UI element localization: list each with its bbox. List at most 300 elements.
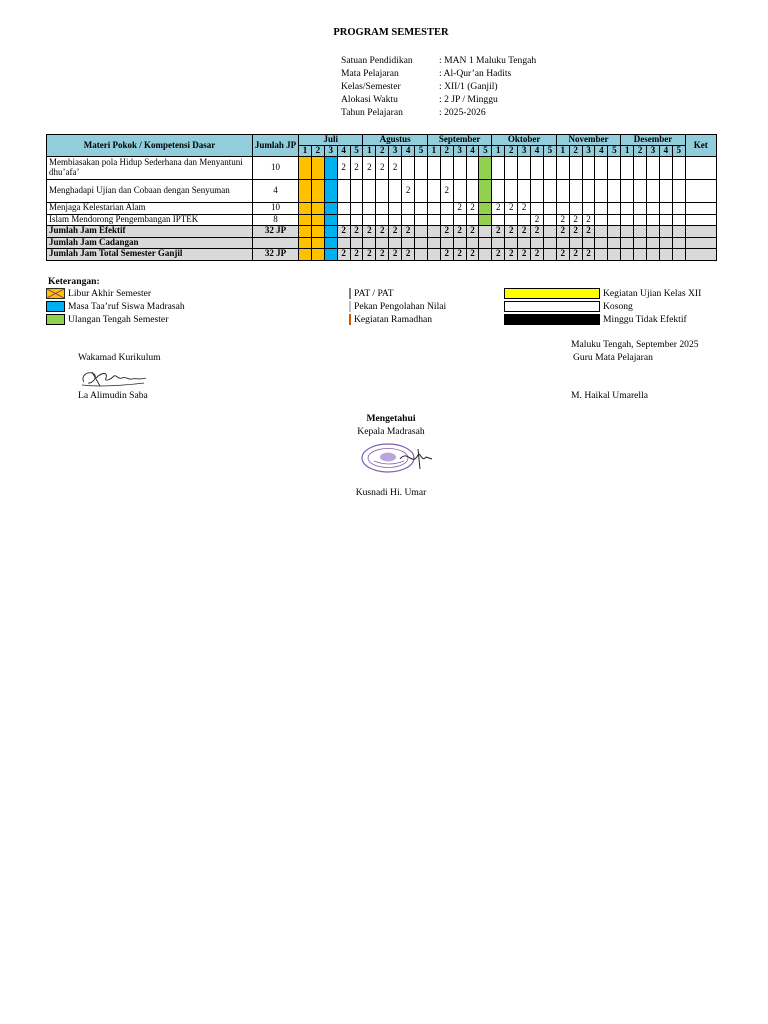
legend-item-uts bbox=[46, 314, 168, 325]
week-cell bbox=[621, 203, 634, 215]
week-cell bbox=[324, 157, 337, 180]
week-cell bbox=[595, 180, 608, 203]
header-week: 2 bbox=[311, 146, 324, 157]
info-label: Tahun Pelajaran bbox=[341, 107, 403, 118]
week-cell bbox=[466, 157, 479, 180]
week-cell: 2 bbox=[518, 249, 531, 261]
header-week: 5 bbox=[415, 146, 428, 157]
row-ket bbox=[685, 214, 716, 226]
week-cell: 2 bbox=[505, 249, 518, 261]
week-cell bbox=[479, 214, 492, 226]
table-row bbox=[47, 180, 717, 203]
week-cell bbox=[299, 214, 312, 226]
week-cell bbox=[415, 249, 428, 261]
week-cell bbox=[299, 237, 312, 249]
legend-item-tidak-efektif bbox=[504, 314, 687, 325]
center-name: Kusnadi Hi. Umar bbox=[355, 487, 427, 498]
week-cell bbox=[595, 214, 608, 226]
week-cell bbox=[543, 203, 556, 215]
header-week: 5 bbox=[479, 146, 492, 157]
week-cell bbox=[324, 203, 337, 215]
week-cell bbox=[337, 214, 350, 226]
week-cell bbox=[543, 237, 556, 249]
week-cell: 2 bbox=[505, 226, 518, 238]
week-cell bbox=[415, 157, 428, 180]
week-cell bbox=[350, 203, 363, 215]
week-cell bbox=[621, 180, 634, 203]
grey-swatch bbox=[349, 288, 351, 299]
week-cell bbox=[427, 214, 440, 226]
week-cell bbox=[659, 226, 672, 238]
week-cell bbox=[492, 214, 505, 226]
week-cell: 2 bbox=[453, 226, 466, 238]
week-cell bbox=[647, 226, 660, 238]
week-cell bbox=[492, 180, 505, 203]
week-cell bbox=[337, 237, 350, 249]
header-month: September bbox=[427, 135, 491, 146]
week-cell bbox=[659, 214, 672, 226]
week-cell: 2 bbox=[350, 249, 363, 261]
week-cell bbox=[582, 180, 595, 203]
week-cell: 2 bbox=[569, 214, 582, 226]
week-cell bbox=[324, 249, 337, 261]
week-cell bbox=[556, 180, 569, 203]
week-cell bbox=[634, 226, 647, 238]
row-jp bbox=[253, 237, 299, 249]
week-cell bbox=[505, 237, 518, 249]
week-cell bbox=[621, 249, 634, 261]
week-cell bbox=[427, 249, 440, 261]
legend-label: Kegiatan Ramadhan bbox=[354, 314, 433, 325]
week-cell bbox=[659, 203, 672, 215]
info-row bbox=[341, 93, 536, 106]
header-week: 4 bbox=[337, 146, 350, 157]
week-cell bbox=[518, 157, 531, 180]
week-cell bbox=[389, 203, 402, 215]
table-row bbox=[47, 249, 717, 261]
week-cell: 2 bbox=[453, 249, 466, 261]
week-cell bbox=[556, 203, 569, 215]
week-cell bbox=[299, 203, 312, 215]
week-cell bbox=[621, 214, 634, 226]
week-cell bbox=[634, 237, 647, 249]
week-cell bbox=[595, 157, 608, 180]
week-cell bbox=[415, 203, 428, 215]
header-month: Agustus bbox=[363, 135, 427, 146]
legend-item-libur bbox=[46, 288, 151, 299]
week-cell bbox=[672, 214, 685, 226]
week-cell bbox=[608, 203, 621, 215]
week-cell: 2 bbox=[466, 226, 479, 238]
week-cell bbox=[543, 157, 556, 180]
header-month: Desember bbox=[621, 135, 685, 146]
header-week: 3 bbox=[518, 146, 531, 157]
legend-title: Keterangan: bbox=[48, 276, 100, 287]
week-cell bbox=[492, 237, 505, 249]
header-week: 3 bbox=[389, 146, 402, 157]
blue-swatch bbox=[46, 301, 65, 312]
week-cell bbox=[453, 157, 466, 180]
week-cell: 2 bbox=[337, 157, 350, 180]
week-cell bbox=[466, 180, 479, 203]
week-cell bbox=[324, 214, 337, 226]
week-cell bbox=[427, 203, 440, 215]
header-week: 5 bbox=[350, 146, 363, 157]
week-cell bbox=[569, 237, 582, 249]
header-week: 4 bbox=[531, 146, 544, 157]
week-cell: 2 bbox=[569, 249, 582, 261]
week-cell bbox=[402, 237, 415, 249]
week-cell bbox=[402, 157, 415, 180]
week-cell: 2 bbox=[376, 249, 389, 261]
signature-left-icon bbox=[78, 366, 148, 390]
week-cell: 2 bbox=[556, 249, 569, 261]
week-cell bbox=[543, 214, 556, 226]
header-ket: Ket bbox=[685, 135, 716, 157]
week-cell bbox=[672, 237, 685, 249]
legend-item-ramadhan bbox=[349, 314, 432, 325]
header-week: 1 bbox=[363, 146, 376, 157]
black-swatch bbox=[504, 314, 600, 325]
week-cell bbox=[659, 180, 672, 203]
week-cell bbox=[659, 249, 672, 261]
row-ket bbox=[685, 203, 716, 215]
week-cell: 2 bbox=[363, 157, 376, 180]
week-cell bbox=[672, 180, 685, 203]
header-week: 5 bbox=[543, 146, 556, 157]
week-cell: 2 bbox=[402, 180, 415, 203]
info-block bbox=[341, 54, 536, 119]
week-cell: 2 bbox=[337, 249, 350, 261]
week-cell: 2 bbox=[389, 226, 402, 238]
header-week: 5 bbox=[608, 146, 621, 157]
week-cell bbox=[634, 180, 647, 203]
legend-label: Libur Akhir Semester bbox=[68, 288, 152, 299]
header-month: Juli bbox=[299, 135, 363, 146]
info-label: Satuan Pendidikan bbox=[341, 55, 413, 66]
white-swatch bbox=[504, 301, 600, 312]
row-ket bbox=[685, 237, 716, 249]
info-label: Mata Pelajaran bbox=[341, 68, 399, 79]
week-cell bbox=[376, 214, 389, 226]
week-cell: 2 bbox=[440, 226, 453, 238]
week-cell bbox=[647, 180, 660, 203]
row-materi: Membiasakan pola Hidup Sederhana dan Menyantuni dhu’afa’ bbox=[47, 157, 253, 180]
week-cell bbox=[531, 180, 544, 203]
week-cell bbox=[595, 237, 608, 249]
week-cell: 2 bbox=[376, 226, 389, 238]
legend-item-kosong bbox=[504, 301, 633, 312]
brown-swatch bbox=[349, 314, 351, 325]
stamp-signature-icon bbox=[360, 441, 434, 475]
yellow-swatch bbox=[504, 288, 600, 299]
week-cell bbox=[389, 237, 402, 249]
week-cell bbox=[440, 203, 453, 215]
week-cell bbox=[595, 249, 608, 261]
week-cell bbox=[647, 237, 660, 249]
legend-label: Kosong bbox=[603, 301, 633, 312]
week-cell bbox=[608, 157, 621, 180]
week-cell bbox=[569, 157, 582, 180]
week-cell bbox=[543, 249, 556, 261]
row-jp: 8 bbox=[253, 214, 299, 226]
week-cell: 2 bbox=[363, 226, 376, 238]
week-cell bbox=[531, 237, 544, 249]
week-cell: 2 bbox=[582, 214, 595, 226]
week-cell bbox=[608, 214, 621, 226]
week-cell bbox=[299, 157, 312, 180]
week-cell bbox=[479, 249, 492, 261]
header-week: 4 bbox=[659, 146, 672, 157]
week-cell bbox=[647, 157, 660, 180]
header-week: 1 bbox=[621, 146, 634, 157]
table-row bbox=[47, 214, 717, 226]
header-week: 4 bbox=[402, 146, 415, 157]
week-cell bbox=[608, 180, 621, 203]
week-cell bbox=[363, 237, 376, 249]
row-ket bbox=[685, 157, 716, 180]
row-jp: 32 JP bbox=[253, 226, 299, 238]
header-week: 1 bbox=[299, 146, 312, 157]
week-cell bbox=[608, 226, 621, 238]
row-jp: 4 bbox=[253, 180, 299, 203]
week-cell bbox=[299, 180, 312, 203]
week-cell bbox=[505, 157, 518, 180]
week-cell bbox=[634, 203, 647, 215]
week-cell bbox=[634, 157, 647, 180]
week-cell bbox=[415, 237, 428, 249]
week-cell bbox=[518, 237, 531, 249]
header-week: 2 bbox=[376, 146, 389, 157]
legend-item-pat bbox=[349, 288, 394, 299]
header-week: 3 bbox=[453, 146, 466, 157]
header-week: 3 bbox=[582, 146, 595, 157]
week-cell bbox=[647, 214, 660, 226]
header-week: 1 bbox=[427, 146, 440, 157]
legend-item-pengolahan bbox=[349, 301, 446, 312]
header-week: 5 bbox=[672, 146, 685, 157]
header-week: 3 bbox=[324, 146, 337, 157]
week-cell bbox=[453, 237, 466, 249]
table-row bbox=[47, 226, 717, 238]
week-cell bbox=[415, 214, 428, 226]
week-cell bbox=[634, 249, 647, 261]
legend-label: Kegiatan Ujian Kelas XII bbox=[603, 288, 702, 299]
light-swatch bbox=[349, 301, 351, 312]
center-role: Kepala Madrasah bbox=[357, 426, 425, 437]
week-cell: 2 bbox=[337, 226, 350, 238]
week-cell: 2 bbox=[518, 226, 531, 238]
header-jp: Jumlah JP bbox=[253, 135, 299, 157]
week-cell bbox=[556, 237, 569, 249]
week-cell bbox=[582, 203, 595, 215]
week-cell bbox=[479, 180, 492, 203]
legend-item-ujian bbox=[504, 288, 701, 299]
info-value: : MAN 1 Maluku Tengah bbox=[439, 55, 537, 66]
info-row bbox=[341, 80, 536, 93]
row-ket bbox=[685, 226, 716, 238]
week-cell: 2 bbox=[402, 226, 415, 238]
left-role: Wakamad Kurikulum bbox=[78, 352, 161, 363]
legend-label: Pekan Pengolahan Nilai bbox=[354, 301, 447, 312]
week-cell: 2 bbox=[389, 157, 402, 180]
week-cell bbox=[543, 226, 556, 238]
page-title: PROGRAM SEMESTER bbox=[333, 27, 449, 38]
week-cell bbox=[427, 226, 440, 238]
week-cell bbox=[324, 237, 337, 249]
week-cell: 2 bbox=[518, 203, 531, 215]
week-cell bbox=[569, 203, 582, 215]
week-cell bbox=[311, 226, 324, 238]
week-cell bbox=[453, 180, 466, 203]
legend-label: Ulangan Tengah Semester bbox=[68, 314, 169, 325]
header-week: 4 bbox=[595, 146, 608, 157]
week-cell bbox=[556, 157, 569, 180]
week-cell bbox=[466, 214, 479, 226]
info-row bbox=[341, 106, 536, 119]
week-cell bbox=[479, 226, 492, 238]
week-cell bbox=[634, 214, 647, 226]
week-cell bbox=[324, 226, 337, 238]
row-ket bbox=[685, 180, 716, 203]
week-cell: 2 bbox=[440, 249, 453, 261]
week-cell bbox=[659, 157, 672, 180]
week-cell bbox=[350, 237, 363, 249]
week-cell bbox=[299, 249, 312, 261]
right-role: Guru Mata Pelajaran bbox=[573, 352, 653, 363]
center-heading: Mengetahui bbox=[366, 413, 416, 424]
row-jp: 10 bbox=[253, 157, 299, 180]
info-label: Alokasi Waktu bbox=[341, 94, 398, 105]
info-row bbox=[341, 54, 536, 67]
week-cell: 2 bbox=[376, 157, 389, 180]
week-cell: 2 bbox=[350, 226, 363, 238]
row-jp: 32 JP bbox=[253, 249, 299, 261]
week-cell: 2 bbox=[492, 203, 505, 215]
week-cell: 2 bbox=[531, 214, 544, 226]
info-row bbox=[341, 67, 536, 80]
week-cell bbox=[518, 214, 531, 226]
week-cell bbox=[492, 157, 505, 180]
place-date: Maluku Tengah, September 2025 bbox=[571, 339, 699, 350]
week-cell: 2 bbox=[453, 203, 466, 215]
week-cell bbox=[621, 226, 634, 238]
week-cell: 2 bbox=[505, 203, 518, 215]
week-cell: 2 bbox=[363, 249, 376, 261]
right-name: M. Haikal Umarella bbox=[571, 390, 648, 401]
week-cell bbox=[440, 237, 453, 249]
week-cell: 2 bbox=[582, 226, 595, 238]
week-cell bbox=[415, 226, 428, 238]
week-cell bbox=[376, 237, 389, 249]
week-cell: 2 bbox=[350, 157, 363, 180]
row-ket bbox=[685, 249, 716, 261]
info-value: : 2 JP / Minggu bbox=[439, 94, 498, 105]
week-cell bbox=[479, 203, 492, 215]
week-cell bbox=[389, 180, 402, 203]
week-cell bbox=[350, 180, 363, 203]
header-week: 2 bbox=[569, 146, 582, 157]
legend-item-taaruf bbox=[46, 301, 185, 312]
row-materi: Menjaga Kelestarian Alam bbox=[47, 203, 253, 215]
legend-label: Minggu Tidak Efektif bbox=[603, 314, 687, 325]
row-materi: Menghadapi Ujian dan Cobaan dengan Senyuman bbox=[47, 180, 253, 203]
week-cell bbox=[311, 203, 324, 215]
week-cell: 2 bbox=[531, 226, 544, 238]
week-cell bbox=[621, 237, 634, 249]
week-cell bbox=[402, 214, 415, 226]
week-cell bbox=[647, 249, 660, 261]
row-materi: Jumlah Jam Total Semester Ganjil bbox=[47, 249, 253, 261]
row-materi: Jumlah Jam Efektif bbox=[47, 226, 253, 238]
week-cell bbox=[311, 157, 324, 180]
week-cell bbox=[453, 214, 466, 226]
week-cell bbox=[415, 180, 428, 203]
week-cell bbox=[659, 237, 672, 249]
week-cell bbox=[595, 203, 608, 215]
week-cell bbox=[324, 180, 337, 203]
header-week: 2 bbox=[440, 146, 453, 157]
week-cell bbox=[479, 237, 492, 249]
week-cell bbox=[672, 249, 685, 261]
info-value: : 2025-2026 bbox=[439, 107, 486, 118]
week-cell bbox=[518, 180, 531, 203]
week-cell bbox=[337, 203, 350, 215]
week-cell: 2 bbox=[556, 226, 569, 238]
week-cell bbox=[505, 180, 518, 203]
week-cell bbox=[337, 180, 350, 203]
legend-label: PAT / PAT bbox=[354, 288, 394, 299]
week-cell: 2 bbox=[466, 249, 479, 261]
week-cell bbox=[531, 157, 544, 180]
header-month: Oktober bbox=[492, 135, 556, 146]
info-label: Kelas/Semester bbox=[341, 81, 401, 92]
header-month: November bbox=[556, 135, 620, 146]
week-cell bbox=[569, 180, 582, 203]
week-cell bbox=[299, 226, 312, 238]
week-cell bbox=[363, 180, 376, 203]
week-cell bbox=[427, 157, 440, 180]
week-cell bbox=[621, 157, 634, 180]
header-week: 4 bbox=[466, 146, 479, 157]
week-cell bbox=[363, 214, 376, 226]
week-cell bbox=[311, 214, 324, 226]
week-cell bbox=[647, 203, 660, 215]
week-cell: 2 bbox=[466, 203, 479, 215]
header-week: 2 bbox=[634, 146, 647, 157]
week-cell bbox=[440, 157, 453, 180]
week-cell bbox=[440, 214, 453, 226]
week-cell: 2 bbox=[402, 249, 415, 261]
week-cell bbox=[505, 214, 518, 226]
week-cell bbox=[350, 214, 363, 226]
week-cell bbox=[479, 157, 492, 180]
header-materi: Materi Pokok / Kompetensi Dasar bbox=[47, 135, 253, 157]
week-cell bbox=[376, 203, 389, 215]
week-cell: 2 bbox=[440, 180, 453, 203]
week-cell bbox=[543, 180, 556, 203]
week-cell bbox=[311, 237, 324, 249]
week-cell bbox=[427, 237, 440, 249]
week-cell: 2 bbox=[556, 214, 569, 226]
table-row bbox=[47, 203, 717, 215]
header-week: 2 bbox=[505, 146, 518, 157]
week-cell bbox=[363, 203, 376, 215]
left-name: La Alimudin Saba bbox=[78, 390, 148, 401]
header-week: 3 bbox=[647, 146, 660, 157]
week-cell bbox=[311, 180, 324, 203]
week-cell: 2 bbox=[569, 226, 582, 238]
